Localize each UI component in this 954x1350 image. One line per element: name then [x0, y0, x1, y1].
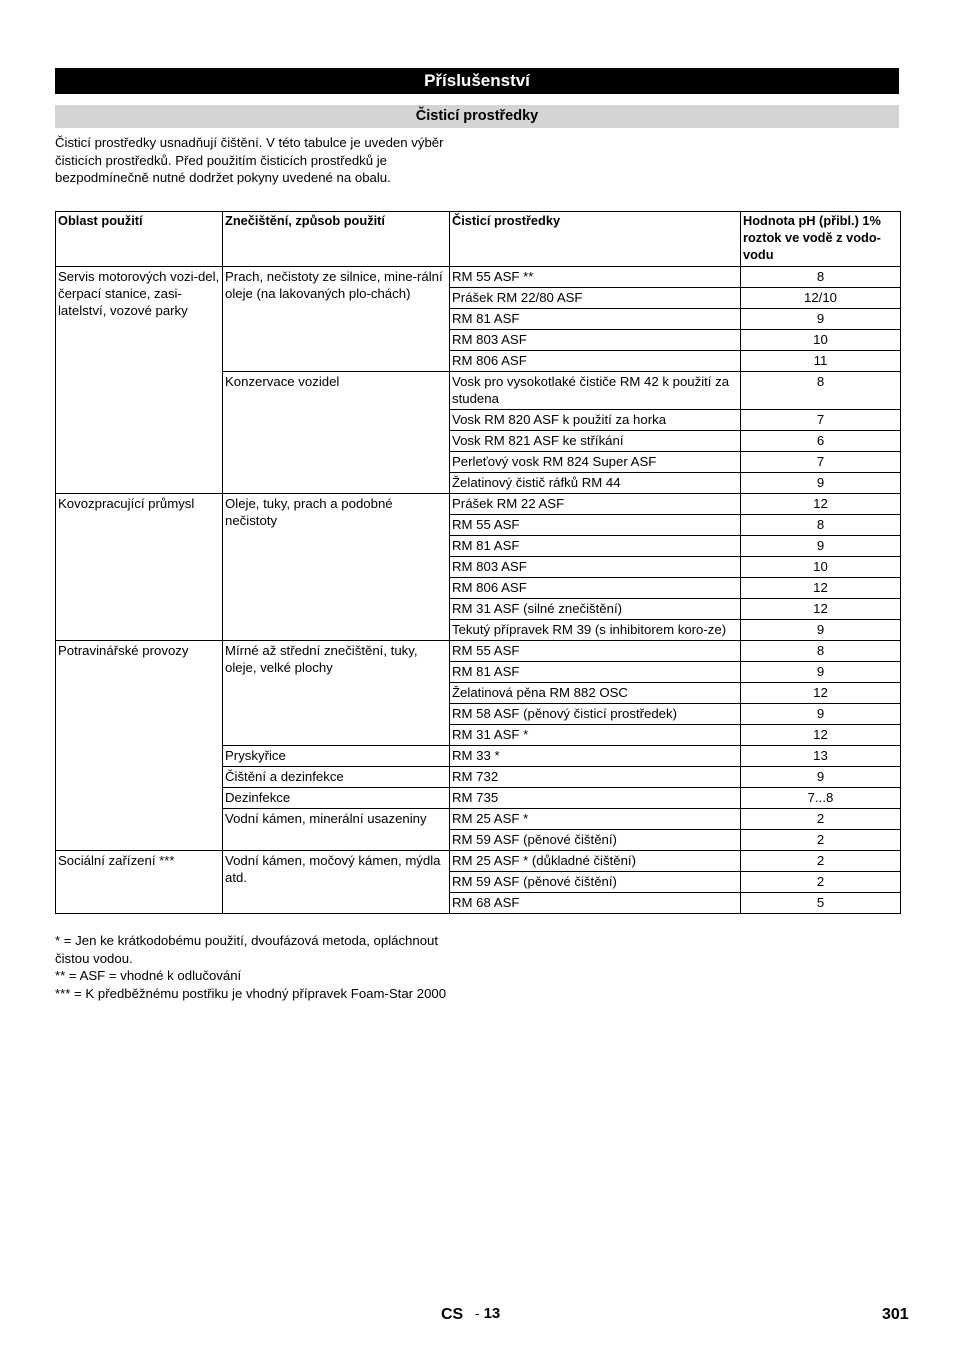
- cell-agent: Vosk pro vysokotlaké čističe RM 42 k použití za studena: [450, 372, 741, 410]
- cell-ph: 13: [741, 746, 901, 767]
- cell-ph: 7...8: [741, 788, 901, 809]
- footnotes: [55, 932, 465, 1002]
- cell-dirt: Dezinfekce: [223, 788, 450, 809]
- footer-language: CS: [441, 1306, 464, 1323]
- cell-agent: Perleťový vosk RM 824 Super ASF: [450, 452, 741, 473]
- cell-ph: 12: [741, 599, 901, 620]
- cell-agent: Želatinová pěna RM 882 OSC: [450, 683, 741, 704]
- cell-dirt: Prach, nečistoty ze silnice, mine-rální oleje (na lakovaných plo-chách): [223, 267, 450, 372]
- cell-ph: 8: [741, 641, 901, 662]
- cell-agent: RM 806 ASF: [450, 578, 741, 599]
- cell-agent: RM 81 ASF: [450, 309, 741, 330]
- cell-dirt: Mírné až střední znečištění, tuky, oleje, velké plochy: [223, 641, 450, 746]
- cell-area: Potravinářské provozy: [56, 641, 223, 851]
- cell-agent: RM 58 ASF (pěnový čisticí prostředek): [450, 704, 741, 725]
- cell-agent: RM 31 ASF *: [450, 725, 741, 746]
- cell-ph: 9: [741, 767, 901, 788]
- cell-agent: RM 55 ASF **: [450, 267, 741, 288]
- cell-ph: 9: [741, 473, 901, 494]
- cell-agent: RM 55 ASF: [450, 641, 741, 662]
- cell-agent: Prášek RM 22/80 ASF: [450, 288, 741, 309]
- column-header-ph: Hodnota pH (přibl.) 1% roztok ve vodě z vodo-vodu: [741, 212, 901, 267]
- cell-agent: Prášek RM 22 ASF: [450, 494, 741, 515]
- cell-ph: 11: [741, 351, 901, 372]
- cell-agent: RM 803 ASF: [450, 330, 741, 351]
- cell-ph: 5: [741, 893, 901, 914]
- cell-ph: 2: [741, 851, 901, 872]
- cell-ph: 12: [741, 683, 901, 704]
- cell-agent: RM 806 ASF: [450, 351, 741, 372]
- cell-agent: RM 735: [450, 788, 741, 809]
- cell-agent: RM 25 ASF *: [450, 809, 741, 830]
- cell-ph: 12: [741, 725, 901, 746]
- cell-agent: RM 59 ASF (pěnové čištění): [450, 830, 741, 851]
- cell-agent: RM 81 ASF: [450, 662, 741, 683]
- cell-dirt: Vodní kámen, močový kámen, mýdla atd.: [223, 851, 450, 914]
- cell-ph: 12: [741, 494, 901, 515]
- cell-ph: 10: [741, 557, 901, 578]
- cell-ph: 7: [741, 452, 901, 473]
- table-row: [56, 494, 901, 515]
- cell-ph: 9: [741, 704, 901, 725]
- cell-ph: 12/10: [741, 288, 901, 309]
- accessories-table: [55, 211, 901, 914]
- column-header-area: Oblast použití: [56, 212, 223, 267]
- cell-agent: RM 55 ASF: [450, 515, 741, 536]
- cell-agent: RM 803 ASF: [450, 557, 741, 578]
- cell-ph: 12: [741, 578, 901, 599]
- cell-ph: 9: [741, 309, 901, 330]
- footer-section-page: [475, 1305, 500, 1322]
- cell-agent: RM 25 ASF * (důkladné čištění): [450, 851, 741, 872]
- footer-page-prefix: -: [475, 1305, 484, 1321]
- intro-text: Čisticí prostředky usnadňují čištění. V této tabulce je uveden výběr čisticích prostředků. Před použitím čisticích prostředků je bezpodmínečně nutné dodržet pokyny uvedené na obalu.: [55, 135, 444, 185]
- cell-dirt: Čištění a dezinfekce: [223, 767, 450, 788]
- cell-agent: RM 81 ASF: [450, 536, 741, 557]
- column-header-agent: Čisticí prostředky: [450, 212, 741, 267]
- cell-ph: 9: [741, 662, 901, 683]
- footnote: ** = ASF = vhodné k odlučování: [55, 968, 242, 983]
- cell-ph: 8: [741, 515, 901, 536]
- cell-dirt: Oleje, tuky, prach a podobné nečistoty: [223, 494, 450, 641]
- cell-agent: RM 31 ASF (silné znečištění): [450, 599, 741, 620]
- cell-ph: 2: [741, 809, 901, 830]
- cell-ph: 8: [741, 267, 901, 288]
- cell-dirt: Pryskyřice: [223, 746, 450, 767]
- cell-ph: 2: [741, 830, 901, 851]
- cell-dirt: Vodní kámen, minerální usazeniny: [223, 809, 450, 851]
- cell-ph: 2: [741, 872, 901, 893]
- cell-agent: Vosk RM 820 ASF k použití za horka: [450, 410, 741, 431]
- cell-ph: 6: [741, 431, 901, 452]
- footnote: * = Jen ke krátkodobému použití, dvoufázová metoda, opláchnout čistou vodou.: [55, 933, 439, 966]
- section-title: Čisticí prostředky: [55, 105, 899, 128]
- table-body: [56, 267, 901, 914]
- cell-agent: RM 68 ASF: [450, 893, 741, 914]
- cell-ph: 7: [741, 410, 901, 431]
- cell-dirt: Konzervace vozidel: [223, 372, 450, 494]
- cell-area: Kovozpracující průmysl: [56, 494, 223, 641]
- table-header-row: [56, 212, 901, 267]
- cell-area: Servis motorových vozi-del, čerpací stanice, zasi-latelství, vozové parky: [56, 267, 223, 494]
- cell-ph: 9: [741, 620, 901, 641]
- cell-agent: Tekutý přípravek RM 39 (s inhibitorem koro-ze): [450, 620, 741, 641]
- cell-agent: Vosk RM 821 ASF ke stříkání: [450, 431, 741, 452]
- page-number: 301: [882, 1306, 909, 1323]
- footer-page: 13: [483, 1305, 501, 1322]
- column-header-dirt: Znečištění, způsob použití: [223, 212, 450, 267]
- table-row: [56, 851, 901, 872]
- page-title: Příslušenství: [55, 68, 899, 94]
- footnote: *** = K předběžnému postřiku je vhodný přípravek Foam-Star 2000: [55, 985, 447, 1001]
- table-row: [56, 267, 901, 288]
- cell-ph: 9: [741, 536, 901, 557]
- cell-agent: RM 33 *: [450, 746, 741, 767]
- cell-area: Sociální zařízení ***: [56, 851, 223, 914]
- cell-ph: 10: [741, 330, 901, 351]
- cell-ph: 8: [741, 372, 901, 410]
- cell-agent: Želatinový čistič ráfků RM 44: [450, 473, 741, 494]
- cell-agent: RM 59 ASF (pěnové čištění): [450, 872, 741, 893]
- cell-agent: RM 732: [450, 767, 741, 788]
- table-row: [56, 641, 901, 662]
